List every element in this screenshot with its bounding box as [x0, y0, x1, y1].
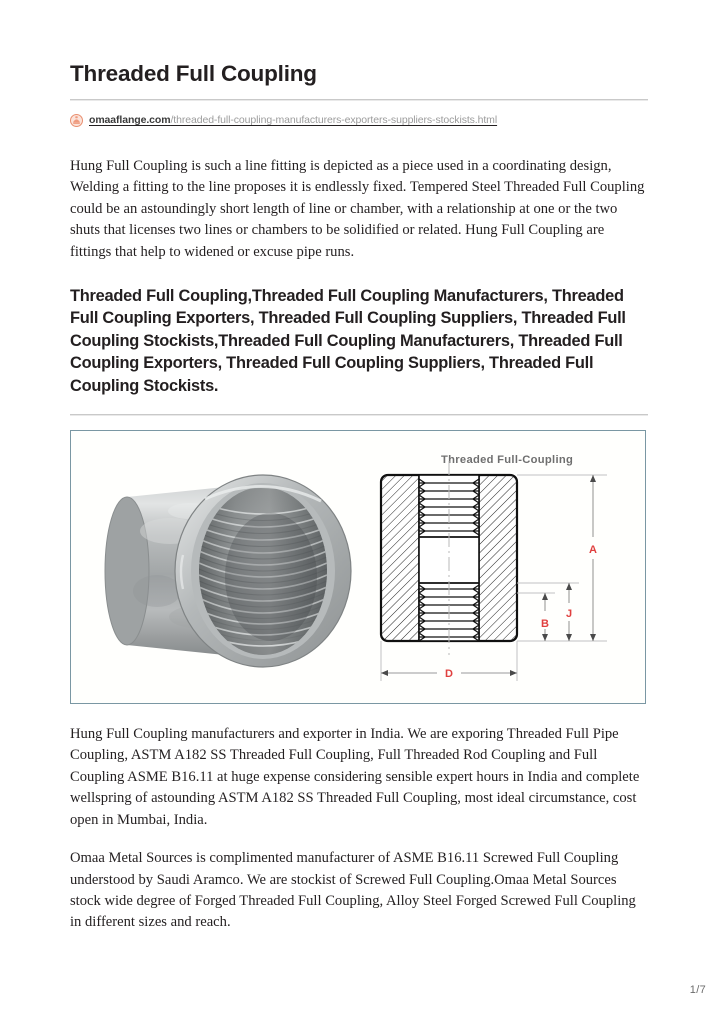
diagram-title: Threaded Full-Coupling	[441, 454, 574, 467]
paragraph-2: Hung Full Coupling manufacturers and exporter in India. We are exporing Threaded Full Pipe Coupling, ASTM A182 SS Threaded Full Coupling, Full Threaded Rod Coupling and Full Coupling ASME B16.11 at huge expense considering sensible expert hours in India and complete wellspring of astounding ASTM A182 SS Threaded Full Coupling, most ideal circumstance, cost open in Mumbai, India.	[70, 726, 640, 828]
omaaflange-favicon-icon	[70, 114, 83, 127]
paragraph-3: Omaa Metal Sources is complimented manufacturer of ASME B16.11 Screwed Full Coupling understood by Saudi Aramco. We are stockist of Screwed Full Coupling.Omaa Metal Sources stock wide degree of Forged Threaded Full Coupling, Alloy Steel Forged Screwed Full Coupling in different sizes and reach.	[70, 850, 636, 931]
figure-container	[70, 430, 646, 704]
coupling-dimension-diagram	[379, 441, 637, 697]
source-url-domain: omaaflange.com	[89, 114, 171, 126]
dimension-label-a: A	[589, 544, 597, 557]
source-url-bar[interactable]	[70, 112, 648, 128]
keywords-divider	[70, 414, 648, 416]
page-number: 1/7	[689, 984, 706, 996]
source-url-path: /threaded-full-coupling-manufacturers-exporters-suppliers-stockists.html	[170, 114, 498, 126]
page-content	[70, 60, 648, 934]
keywords-heading: Threaded Full Coupling,Threaded Full Coupling Manufacturers, Threaded Full Coupling Exporters, Threaded Full Coupling Suppliers, Threaded Full Coupling Stockists,Threaded Full Coupling Manufacturers, Threaded Full Coupling Exporters, Threaded Full Coupling Suppliers, Threaded Full Coupling Stockists.	[70, 287, 626, 395]
page-title: Threaded Full Coupling	[70, 61, 317, 86]
dimension-label-b: B	[541, 618, 549, 631]
dimension-label-d: D	[445, 668, 453, 681]
coupling-photo	[85, 459, 355, 681]
intro-paragraph: Hung Full Coupling is such a line fitting is depicted as a piece used in a coordinating design, Welding a fitting to the line proposes it is endlessly fixed. Tempered Steel Threaded Full Coupling could be an astoundingly short length of line or chamber, with a relationship at one or the two shuts that licenses two lines or chambers to be solidified or related. Hung Full Coupling are fittings that help to widened or excuse pipe runs.	[70, 158, 645, 260]
dimension-label-j: J	[565, 608, 573, 621]
source-url-text[interactable]	[89, 114, 497, 126]
title-divider	[70, 99, 648, 101]
